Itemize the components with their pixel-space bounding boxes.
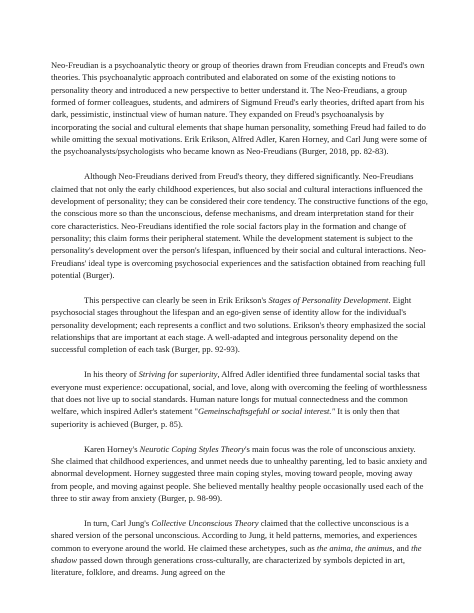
text-segment: Karen Horney's bbox=[84, 443, 140, 454]
paragraph-gap bbox=[51, 430, 428, 443]
paragraph-erikson bbox=[51, 294, 428, 356]
text-segment: In his theory of bbox=[84, 369, 139, 380]
italic-quote: Gemeinschaftsgefuhl or social interest." bbox=[197, 406, 336, 417]
paragraph-gap bbox=[51, 356, 428, 369]
paragraph-gap bbox=[51, 504, 428, 517]
text-segment: passed down through generations cross-culturally, are characterized by symbols depicted in art, literature, folklore, and dreams. Jung agreed on the bbox=[51, 555, 406, 578]
text-segment: In turn, Carl Jung's bbox=[84, 517, 152, 528]
italic-title: Stages of Personality Development bbox=[268, 295, 389, 306]
italic-title: Collective Unconscious Theory bbox=[151, 517, 259, 528]
paragraph-adler bbox=[51, 368, 428, 430]
text-segment: claimed that the collective unconscious is a shared version of the personal unconscious. According to Jung, it held patterns, memories, and experiences common to everyone around the world. He claimed these archetypes, such as bbox=[51, 517, 417, 553]
text-segment: It is only then that superiority is achieved (Burger, p. 85). bbox=[51, 406, 400, 429]
italic-term: the anima, the animus, bbox=[316, 542, 395, 553]
text-segment: . Eight psychosocial stages throughout the lifespan and an ego-given sense of identity allow for the individual's personality development; each represents a conflict and two solutions. Erikson's theory emphasized the social relationships that are important at each stage. A well-adapted and integrous personality depend on the successful completion of each task (Burger, pp. 92-93). bbox=[51, 295, 426, 355]
italic-term: the shadow bbox=[51, 542, 422, 565]
text-segment: Neo-Freudian is a psychoanalytic theory or group of theories drawn from Freudian concepts and Freud's own theories. This psychoanalytic approach contributed and elaborated on some of the existing notions to personality theory and introduced a new perspective to better understand it. The Neo-Freudians, a group formed of former colleagues, students, and admirers of Sigmund Freud's early theories, drifted apart from his dark, pessimistic, instinctual view of human nature. They expanded on Freud's psychoanalysis by incorporating the social and cultural elements that shape human personality, something Freud had failed to do while omitting the sexual motivations. Erik Erikson, Alfred Adler, Karen Horney, and Carl Jung were some of the psychoanalysts/psychologists who became known as Neo-Freudians (Burger, 2018, pp. 82-83). bbox=[51, 60, 428, 157]
text-segment: and bbox=[394, 542, 412, 553]
paragraph-jung bbox=[51, 517, 428, 579]
paragraph-gap bbox=[51, 158, 428, 171]
italic-title: Striving for superiority bbox=[138, 369, 218, 380]
paragraph-differences bbox=[51, 170, 428, 281]
paragraph-gap bbox=[51, 281, 428, 294]
paragraph-intro bbox=[51, 59, 428, 158]
text-segment: This perspective can clearly be seen in Erik Erikson's bbox=[84, 295, 269, 306]
text-segment: , Alfred Adler identified three fundamental social tasks that everyone must experience: occupational, social, and love, along with overcoming the feeling of worthlessness that does not live up to social standards. Human nature longs for mutual connectedness and the common welfare, which inspired Adler's statement " bbox=[51, 369, 427, 417]
text-segment: 's main focus was the role of unconscious anxiety. She claimed that childhood experiences, and unmet needs due to unhealthy parenting, led to basic anxiety and abnormal development. Horney suggested three main coping styles, moving toward people, moving away from people, and moving against people. She believed mentally healthy people occasionally used each of the three to stir away from anxiety (Burger, p. 98-99). bbox=[51, 443, 427, 504]
text-segment: Although Neo-Freudians derived from Freud's theory, they differed significantly. Neo-Freudians claimed that not only the early childhood experiences, but also social and cultural interactions influenced the development of personality; they can be considered their core tendency. The constructive functions of the ego, the conscious more so than the unconscious, defense mechanisms, and dream interpretation stand for their core characteristics. Neo-Freudians identified the role social factors play in the formation and change of personality; this claim forms their peripheral statement. While the development statement is subject to the personality's development over the person's lifespan, influenced by their social and cultural interactions. Neo-Freudians' ideal type is overcoming psychosocial experiences and the satisfaction obtained from reaching full potential (Burger). bbox=[51, 171, 428, 281]
paragraph-horney bbox=[51, 443, 428, 505]
italic-title: Neurotic Coping Styles Theory bbox=[139, 443, 245, 454]
